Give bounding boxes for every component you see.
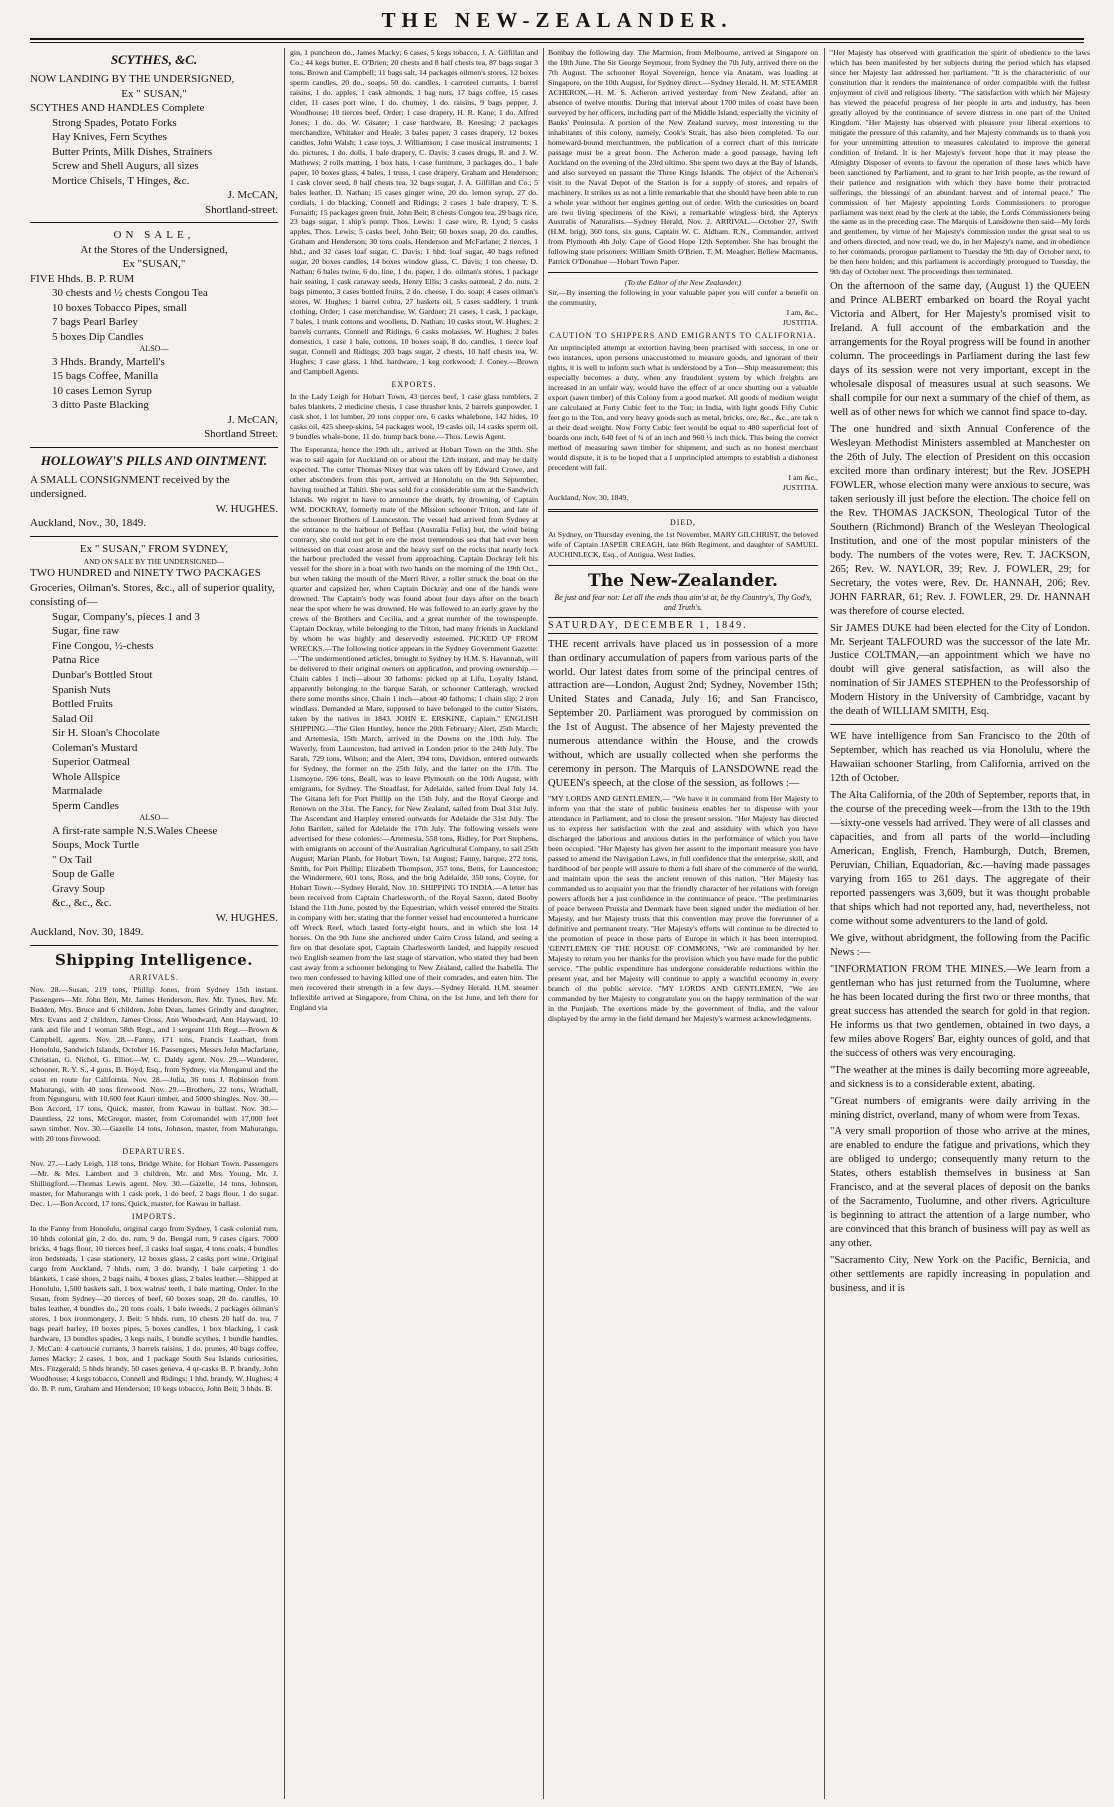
article-paragraph: "Great numbers of emigrants were daily arriving in the mining district, overland, many of whom were from Texas. bbox=[830, 1095, 1090, 1121]
departures-heading: DEPARTURES. bbox=[122, 1147, 186, 1157]
paper-title: The New-Zealander. bbox=[588, 570, 778, 591]
ad-line: NOW LANDING BY THE UNDERSIGNED, bbox=[30, 73, 235, 85]
article-paragraph: WE have intelligence from San Francisco to the 20th of September, which has reached us via Honolulu, where the Hawaiian schooner Starling, from California, arrived on the 12th of October. bbox=[830, 731, 1090, 785]
imports-continued: gin, 1 puncheon do., James Macky; 6 cases, 5 kegs tobacco, J. A. Gilfillan and Co.; 44 kegs butter, E. O'Brien; 20 chests and 8 half chests tea, 87 bags sugar 3 tons, Brown and Campbell; 11 bags salt, 14 packages oilmen's stores, 12 boxes sperm candles, 20 do., soaps, 50 do. candles, 1 carroteel currants, 1 barrel raisins, 1 do. apples, 1 cask almonds, 1 bag nuts, 17 bags coffee, 15 cases cider, 11 cases port wine, 1 do. chutney, 1 do. raisins, 9 bags pepper, J. Woodhouse; 10 tierces beef, Order; 1 case drapery, H. R. Kane; 1 do. Alfred Jones; 1 do. do. W. Gisater; 1 case hardware, B. Keesing; 2 packages merchandize, Whitaker and Heale; 3 bales paper, 3 cases drapery, 12 boxes candles, John Walsh; 1 case toys, J. Williamson; 1 case musical instruments; 1 do. pictures, 1 do. dolls, 1 bale drapery, C. Davis; 3 cases drugs, R. and J. W. Mathews; 2 rolls matting, 1 box hats, 1 case furniture, 3 packages do., 1 bale paper, 10 boxes glass, 4 bales, 1 truss, 1 case drapery, Graham and Henderson; 1 cask clover seed, 8 half chests tea, 32 bags sugar, J. A. Gilfillan and Co.; 5 bales leather, D. Nathan; 15 cases ginger wine, 20 do. lemon syrup, 27 do. cordials, 1 do blacking, Connell and Ridings; 2 cases 1 bale drapery, T. S. Forsaith; 15 packages green fruit, John Beit; 8 chests Congou tea, 29 bags rice, 23 bags sugar, 1 ship's pump. Thos. Lewis: 1 case wire, R. Lynd; 5 casks apples, Thos. Lewis; 5 casks beef, John Beit; 60 boxes soap, 20 do. candles, Graham and Henderson; 30 tons coals, Henderson and McFarlane; 2 tierces, 1 hhd., and 32 cases loaf sugar, C. Davis; 1 hhd. loaf sugar, 40 bags refined sugar, 20 boxes candles, 14 boxes window glass, C. Davis; 1 ton cheese, D. Nathan; 6 bales twine, 6 do. line, 1 do. paper, 1 do. oilman's stores, 1 package hair seating, 1 cask caraway seeds, Henry Ellis; 3 casks oatmeal, 2 do. nuts, 2 bags pimento, 3 cases bottled fruits, 2 do. cheese, 1 do. soap; 4 cases oilman's stores, W. Hughes; 1 barrel cobra, 27 baskets oil, 5 cases saddlery, 1 trunk clothing, Order; 1 case merchandise, W. Gardner; 21 cases, 1 cask, 1 package, 7 bales, 1 trunk cottons and woollens, D. Nathan; 10 casks stout, W. Hughes; 2 barrels currants, Connell and Ridings, 6 casks molasses, W. Hughes; 2 bales domestics, 1 case 1 bale, cottons, 10 boxes soap, 8 do. candles, 1 tierce loaf sugar, Connell and Ridings; 203 bags sugar, 2 chests, 10 half chests tea, W. Hughes; 1 case glass, 1 hhd. hardware, 1 keg corkwood; J. Coney.—Brown and Campbell Agents. bbox=[290, 48, 538, 376]
column-4 bbox=[830, 48, 1090, 1799]
shipping-heading: Shipping Intelligence. bbox=[54, 950, 254, 969]
ad-text: TWO HUNDRED and NINETY TWO PACKAGES Groceries, Oilman's. Stores, &c., all of superior quality, consisting of— bbox=[30, 567, 275, 609]
ad-line: Strong Spades, Potato Forks bbox=[52, 116, 177, 129]
ad-line: Superior Oatmeal bbox=[52, 756, 130, 769]
article-paragraph: "INFORMATION FROM THE MINES.—We learn from a gentleman who has just returned from the Tuolumne, where he has been located during the first two or three months, that great success has attended the search for gold in that region. He informs us that two gentlemen, obtained in two days, a few miles above Rogers' Bar, eighty ounces of gold, and that the success of others was very encouraging. bbox=[830, 963, 1090, 1059]
sale-ad bbox=[30, 228, 278, 442]
letter-signature: I am, &c., bbox=[786, 308, 818, 318]
ad-signature: J. McCAN, bbox=[227, 189, 278, 202]
ad-date: Auckland, Nov., 30, 1849. bbox=[30, 517, 146, 530]
article-paragraph: On the afternoon of the same day, (August 1) the QUEEN and Prince ALBERT embarked on board the Royal yacht Victoria and Albert, for Her Majesty's promised visit to Ireland. A full account of the embarkation and the arrangements for the Royal progress will be found in another column. The proceedings in Parliament during the last few days of its session were not very important, except in the wholesale disposal of measures usual at such seasons. We shall compile for our next a summary of the chief of them, as well as of other news for which we cannot find space to-day. bbox=[830, 281, 1090, 418]
separator bbox=[30, 536, 278, 537]
column-divider bbox=[824, 48, 825, 1799]
ad-line: Sperm Candles bbox=[52, 799, 119, 812]
died-heading: DIED, bbox=[669, 517, 697, 527]
ad-signature: W. HUGHES. bbox=[215, 911, 278, 924]
separator bbox=[548, 565, 818, 566]
ad-line: Whole Allspice bbox=[52, 770, 121, 783]
died-text: At Sydney, on Thursday evening, the 1st November, MARY GILCHRIST, the beloved wife of Captain JASPER CREAGH, late 86th Regiment, and daughter of SAMUEL AUCHINLECK, Esq., of Antigua, West Indies. bbox=[548, 529, 818, 559]
separator bbox=[30, 447, 278, 448]
masthead-rule bbox=[30, 38, 1084, 43]
ad-line: Coleman's Mustard bbox=[52, 741, 138, 754]
shipping-news: The Esperanza, hence the 19th ult., arrived at Hobart Town on the 30th. She was to sail again for Auckland on or about the 12th instant, and may be daily expected. The cutter Thomas Nixey that was taken off by Edward Crowe, and other absconders from this port, arrived at Honolulu on the 9th September, having touched at Tahiti. She was sold for a considerable sum at the Sandwich Islands. We regret to have to announce the death, by drowning, of Captain WM. DOCKRAY, formerly mate of the Mission schooner Triton, and late of the schooner Brothers of Launceston. The vessel had arrived from Sydney at the entrance to the harbour of Belfast (Australia Felix) but, the wind being contrary, she could not get in ere the most tremendous sea that had ever been witnessed on that coast arose and the heavy surf on the rocks that nearly lock the harbour precluded the vessel from approaching. Captain Dockray left his vessel for the shore in a boat with two hands on the morning of the 19th Oct., but when taking the mouth of the Merri River, a roller struck the boat on the quarter and capsized her, when Captain Dockray and one of the hands were drowned. The Captain's body was found about four days after on the beach near the spot where he was drowned. He was followed to an early grave by the crews of the Brothers and Cecilia, and a great number of the townspeople. Captain Dockray, while belonging to the Triton, had many friends in Auckland by whom he was highly and deservedly esteemed. PICKED UP FROM WRECKS.—The following notice appears in the Sydney Government Gazette:—"The undermentioned articles, brought to Sydney by H.M. S. Havannah, will be delivered to their original owners on application, and proving ownership.—Chain cables 1 inch—about 30 fathoms: picked up at Lifu, Loyalty Island, apparently belonging to the barque Sarah, or schooner Cattleragh, wrecked there some months since. Chain 1 inch—about 40 fathoms; 1 chain slip; 2 iron windlass. Demanded at Mare, supposed to have belonged to the cutter Sisters, taken by the natives in 1843. JOHN E. ERSKINE, Captain." ENGLISH SHIPPING.—The Glen Huntley, hence the 20th February; Alert, 25th March; and Artemesia, 15th March, arrived in the Downs on the 10th July. The Waverly, from Launceston, had arrived in London prior to the 24th July. The Sarah, 729 tons, Wilson; and the Alert, 394 tons, Davidson, entered outwards for Sydney, the former on the 25th July, and the latter on the 17th. The Lismoyne, 596 tons, Beall, was to leave Plymouth on the 10th August, with emigrants, for Sydney. The Steadfast, for Adelaide, sailed from Deal July 14. The Gitana left for Port Phillip on the 15th July, and the Royal George and Renown on the 31st. The Fancy, for New Zealand, sailed from Deal 31st July. The Ascendant and Harpley entered outwards for Adelaide the 31st July. The John Bartlett, sailed for Adelaide the 17th July. The following vessels were advertised for these colonies:—Artemesia, 558 tons, Ridley, for Port Stephens, with emigrants on account of the Australian Agricultural Company, to sail 25th August; Marian Planb, for Hobart Town, 1st August; Fanny, barque, 272 tons, Smith, for Port Phillip; Elizabeth Thompson, 357 tons, Betts, for Launceston; the Windermere, 601 tons, Ross, and the brig Adelaide, 350 tons, Coyne, for Hobart Town.—Sydney Herald, Nov. 10. SHIPPING TO INDIA.—A letter has been received from Captain Charlesworth, of the Royal Saxon, dated Booby Island the 11th June, posted by the Equestrian, which vessel entered the Straits in company with her, stating that the former vessel had encountered a hurricane off Wreck Reef, which lasted forty-eight hours, and in which she lost 14 horses. On the 9th June she anchored under Cairn Cross Island, and seeing a fire on that desolate spot, Captain Charlesworth landed, and happily rescued two English seamen from the last stage of starvation, who stated they had been cast away from a schooner belonging to New Zealand, called the Isabella. The two men confessed to having killed one of their comrades, and eaten him. The men recovered their strength in a few days.—Sydney Herald. H.M. steamer Inflexible arrived at Singapore, from China, on the 1st June, and left there for England via bbox=[290, 444, 538, 1013]
shipping-news-continued: Bombay the following day. The Marmion, from Melbourne, arrived at Singapore on the 18th June. The Sir George Seymour, from Sydney the 7th July, arrived there on the 7th August. The schooner Royal Sovereign, hence via Anatam, was loading at Singapore, on the 10th August, for Sydney direct.—Sydney Herald. H. M. STEAMER ACHERON.—H. M. S. Acheron arrived yesterday from New Zealand, after an absence of twelve months. During that interval about 1700 miles of coast have been surveyed by her officers, including part of the Middle Island, especially the vicinity of Banks' Peninsula. A portion of the New Zealand survey, most interesting to the inhabitants of this colony, namely, Cook's Strait, has also been completed. To our homeward-bound merchantmen, the publication of a correct chart of this intricate passage must be a great boon. The Acheron made a good passage, having left Auckland on the evening of the 23rd ultimo. She spent two days at the Bay of Islands, and also surveyed en passant the Three Kings Islands. The object of the Acheron's visit to the Naval Depot of the Station is for a supply of stores, and repairs of machinery. It strikes us as not a little remarkable that she should have been able to run a whole year without her engines getting out of order. With the curiosities on board are two living specimens of the Kiwi, a remarkable wingless bird, the Apteryx Australis of Naturalists.—Sydney Herald, Nov. 2. ARRIVAL.—October 27, Swift (H.M. brig), 360 tons, six guns, Captain W. C. Aldham. R.N., Commander, arrived from Plymouth 4th July, Cape of Good Hope 12th September. She has brought the following state prisoners: William Smith O'Brien, T. M. Meagher, Bellew Macmanus, Patrick O'Donahue —Hobart Town Paper. bbox=[548, 48, 818, 267]
caution-heading: CAUTION TO SHIPPERS AND EMIGRANTS TO CALIFORNIA. bbox=[549, 331, 817, 341]
letter-heading: (To the Editor of the New Zealander.) bbox=[624, 278, 742, 288]
dateline: SATURDAY, DECEMBER 1, 1849. bbox=[548, 617, 818, 634]
ad-line: A first-rate sample N.S.Wales Cheese bbox=[52, 824, 218, 837]
ad-date: Auckland, Nov. 30, 1849. bbox=[30, 926, 144, 939]
article-paragraph: Sir JAMES DUKE had been elected for the City of London. Mr. Serjeant TALFOURD was the successor of the late Mr. Justice COLTMAN,—an appointment which we have no doubt will give general satisfaction, as will also the nomination of Sir JAMES STEPHEN to the Professorship of Modern History in the University of Cambridge, vacant by the death of WILLIAM SMITH, Esq. bbox=[830, 622, 1090, 718]
ad-signature: J. McCAN, bbox=[227, 413, 278, 426]
ad-line: Hay Knives, Fern Scythes bbox=[52, 131, 167, 144]
ad-line: Dunbar's Bottled Stout bbox=[52, 669, 153, 681]
ad-line: 15 bags Coffee, Manilla bbox=[52, 370, 159, 383]
queens-speech: "MY LORDS AND GENTLEMEN,— "We have it in command from Her Majesty to inform you that the state of public business enables her to dispense with your attendance in Parliament, and to close the present session. "Her Majesty has directed us to express her satisfaction with the zeal and assiduity with which you have discharged the laborious and anxious duties in the performance of which you have been occupied. "Her Majesty has given her assent to the important measure you have passed to amend the Navigation Laws, in full confidence that the enterprise, skill, and hardihood of her people will assure to them a full share of the commerce of the world, and maintain upon the seas the ancient renown of this nation. "Her Majesty has commanded us to acquaint you that the friendly character of her relations with foreign powers affords her a just confidence in the continuance of peace. "The preliminaries of peace between Prussia and Denmark have been signed under the mediation of her Majesty, and her Majesty trusts that this convention may prove the forerunner of a definitive and permanent treaty. "Her Majesty's efforts will continue to be directed to the promotion of peace in those parts of Europe in which it has been interrupted. 'GENTLEMEN OF THE HOUSE OF COMMONS, "We are commanded by her Majesty to return you her thanks for the provision which you have made for the public service. "The public expenditure has undergone considerable reductions within the present year, and her Majesty will continue to apply a watchful economy in every branch of the public service. "MY LORDS AND GENTLEMEN, "We are commanded by her Majesty to congratulate you on the happy termination of the war in the Punjaub. The exertions made by the government of India, and the valour displayed by the army in the field demand her Majesty's warmest acknowledgments. bbox=[548, 794, 818, 1023]
ad-line: 7 bags Pearl Barley bbox=[52, 316, 138, 329]
departures-text: Nov. 27.—Lady Leigh, 118 tons, Bridge White, for Hobart Town. Passengers—Mr. & Mrs. Lambert and 3 children, Mr. and Mrs. Young, Mr. J. Shillingford.—Thomas Lewis agent. Nov. 30.—Gazelle, 14 tons, Johnson, master, for Mahurangu with 1 cask pork, 1 do beef, 2 bags flour, 1 do sugar. Dec. 1.—Bon Accord, 17 tons, Quick, master, for Kawau in ballast. bbox=[30, 1159, 278, 1209]
ad-line: 3 ditto Paste Blacking bbox=[52, 399, 149, 412]
ad-heading: Ex " SUSAN," FROM SYDNEY, bbox=[79, 542, 229, 555]
ad-line: Sugar, fine raw bbox=[52, 625, 120, 638]
queens-speech-continued: "Her Majesty has observed with gratification the spirit of obedience to the laws which has been manifested by her subjects during the period which has elapsed since her Majesty last addressed her parliament. "It is the characteristic of our constitution that it renders the maintenance of order compatible with the fullest enjoyment of civil and religious liberty. "The satisfaction with which her Majesty has viewed the peaceful progress of her people in arts and industry, has been greatly alloyed by the continuance of severe distress in one part of the United Kingdom. "Her Majesty has observed with pleasure your liberal exertions to mitigate the pressure of this calamity, and her Majesty commands us to thank you for your unremitting attention to measures calculated to improve the general condition of Ireland. It is her Majesty's fervent hope that it may please the Almighty Disposer of events to favour the operation of those laws which have been sanctioned by Parliament, and to grant to her Irish people, as the reward of their patience and resignation with which they have borne their protracted sufferings, the blessings of an abundant harvest and of internal peace." The commission of her Majesty appointing Lords Commissioners to prorogue parliament was next read by the clerk at the table, the Lords Commissioners being the same as in the preceding case. The Marquis of Lansdowne then said—My lords and gentlemen, by virtue of her Majesty's commission under the great seal to us and others directed, and now read, we do, in her Majesty's name, and in obedience to her commands, prorogue parliament to Tuesday the 9th day of October next, to be then here holden; and this parliament is accordingly prorogued to Tuesday, the 9th day of October next. The proceedings then terminated. bbox=[830, 48, 1090, 277]
article-paragraph: The one hundred and sixth Annual Conference of the Wesleyan Methodist Ministers assembled at Manchester on the 26th of July. The election of President on this occasion excited more than ordinary interest; but the Rev. JOSEPH FOWLER, whose election many were anxious to secure, was taken seriously ill just before the election. The choice fell on the Rev. THOMAS JACKSON, Theological Tutor of the Southern (Richmond) Branch of the Wesleyan Theological Institution, and one of the most popular ministers of the body. The numbers of the votes were, Rev. T. JACKSON, 265; Rev. W. NAYLOR, 39; Rev. J. FOWLER, 29; for Secretary, the votes were, Rev. Dr. HANNAH, 206; Rev. JOHN FARRAR, 61; Rev. J. FOWLER, 29. Dr. HANNAH was therefore of course elected. bbox=[830, 423, 1090, 617]
ad-line: 5 boxes Dip Candles bbox=[52, 330, 144, 343]
ad-address: Shortland-street. bbox=[204, 203, 278, 216]
ad-line: 10 boxes Tobacco Pipes, small bbox=[52, 301, 187, 314]
caution-signature: I am &c., bbox=[788, 472, 818, 482]
article-paragraph: "A very small proportion of those who arrive at the mines, are enabled to endure the fatigue and privations, which they are obliged to undergo; consequently many return to the States, others establish themselves in business at San Francisco, and at the several places of deposit on the banks of the Sacramento, Tuolumne, and other rivers. Agriculture is beginning to attract the attention of a large number, who are convinced that this branch of business will pay as well as any other. bbox=[830, 1126, 1090, 1250]
ad-text: A SMALL CONSIGNMENT received by the undersigned. bbox=[30, 473, 230, 501]
separator bbox=[30, 945, 278, 946]
ad-line: At the Stores of the Undersigned, bbox=[80, 243, 228, 256]
sale-heading: ON SALE, bbox=[113, 229, 195, 242]
ad-line: Spanish Nuts bbox=[52, 683, 111, 696]
ad-line: Soups, Mock Turtle bbox=[52, 839, 140, 852]
column-3 bbox=[548, 48, 818, 1799]
article-paragraph: "The weather at the mines is daily becoming more agreeable, and sickness is to a considerable extent, abating. bbox=[830, 1064, 1090, 1090]
exports-heading: EXPORTS. bbox=[391, 379, 437, 389]
ad-subheading: AND ON SALE BY THE UNDERSIGNED— bbox=[83, 556, 225, 566]
separator bbox=[30, 222, 278, 223]
ad-line: ALSO— bbox=[139, 344, 169, 354]
ad-line: Ex "SUSAN," bbox=[122, 258, 186, 271]
letter-intro: Sir,—By inserting the following in your valuable paper you will confer a benefit on the community, bbox=[548, 288, 818, 308]
scythes-heading: SCYTHES, &C. bbox=[110, 52, 198, 67]
ad-line: Mortice Chisels, T Hinges, &c. bbox=[52, 174, 190, 187]
column-1 bbox=[30, 48, 278, 1799]
ad-line: 30 chests and ½ chests Congou Tea bbox=[52, 287, 208, 300]
ad-line: Sir H. Sloan's Chocolate bbox=[52, 727, 160, 740]
ad-line: Gravy Soup bbox=[52, 882, 105, 895]
article-paragraph: The Alta California, of the 20th of September, reports that, in the course of the preceding week—from the 13th to the 19th—sixty-one vessels had arrived. They were of all classes and capacities, and from all parts of the world—including American, English, French, Hamburgh, Dutch, Bremen, Peruvian, Chilian, Equadorian, &c.—having made passages varying from 165 to 261 days. The aggregate of their reported passengers was 3,609, but it was thought probable that ships which had not reported any, had, nevertheless, not come without some adventurers to the land of gold. bbox=[830, 790, 1090, 927]
ad-line: FIVE Hhds. B. P. RUM bbox=[30, 272, 135, 285]
imports-text: In the Fanny from Honolulu, original cargo from Sydney, 1 cask colonial rum, 10 hhds colonial gin, 2 do. do. rum, 9 do. Bengal rum, 9 cases cigars. 7000 bricks, 4 bags flour, 10 tierces beef, 3 casks loaf sugar, 4 tons coals, 4 bundles iron bedsteads, 1 case stationery, 12 boxes glass, 2 casks port wine. Original cargo from Auckland, 7 hhds. rum, 3 do. brandy, 1 bale carpeting 1 do blankets, 1 case shoes, 2 bags nails, 4 boxes glass, 2 bales leather.—Shipped at Honolulu, 1,500 baskets salt, 1 box walrus' teeth, 1 bale matting, Order. In the Susan, from Sydney—20 tierces of beef, 60 boxes soap, 20 do. candles, 10 bales leather, 4 bundles do., 20 tons coals, 1 bale tweeds, 2 packages oilman's stores, 1 box ironmongery, J. Beit: 5 hhds. rum, 10 chests 20 half do. tea, 7 bags pearl barley, 10 boxes pipes, 5 boxes candles, 1 box blacking, 1 cask hardware, 13 bundles spades, 3 kegs nails, 1 bundle scythes, 1 bundle handles, J. McCan: 4 cartoucie currants, 3 barrels raisins, 1 do. prunes, 40 bags coffee, James Macky; 2 cases, 1 box, and 1 package South Sea Islands curiosities, Mrs. Fitzgerald; 5 hhds brandy, 50 cases geneva, 4 qr-casks B. P. brandy, John Woodhouse; 4 kegs tobacco, Connell and Ridings; 1 hhd. brandy, W. Hughes; 4 do. B. P. rum, Graham and Henderson; 10 kegs tobacco, John Beit; 3 hhds. B. bbox=[30, 1224, 278, 1393]
ad-address: Shortland Street. bbox=[204, 428, 278, 441]
paper-motto: Be just and fear not: Let all the ends thou aim'st at, be thy Country's, Thy God's, and Truth's. bbox=[554, 592, 812, 612]
holloway-heading: HOLLOWAY'S PILLS AND OINTMENT. bbox=[40, 452, 268, 468]
ad-line: Screw and Shell Augurs, all sizes bbox=[52, 160, 199, 173]
arrivals-heading: ARRIVALS. bbox=[129, 972, 179, 982]
ad-line: Sugar, Company's, pieces 1 and 3 bbox=[52, 610, 200, 623]
ad-line: Bottled Fruits bbox=[52, 698, 113, 711]
article-paragraph: We give, without abridgment, the following from the Pacific News :— bbox=[830, 932, 1090, 958]
caution-signature: JUSTITIA. bbox=[782, 482, 818, 492]
susan-ad bbox=[30, 542, 278, 940]
letter-signature: JUSTITIA. bbox=[782, 318, 818, 328]
imports-heading: IMPORTS. bbox=[131, 1212, 177, 1222]
column-divider bbox=[284, 48, 285, 1799]
ad-line: &c., &c., &c. bbox=[52, 897, 112, 910]
editorial-text: THE recent arrivals have placed us in possession of a more than ordinary accumulation of papers from various parts of the world. Our latest dates from some of the principal centres of attraction are—London, August 2nd; Sydney, November 15th; United States and Canada, July 16; and San Francisco, September 20. Parliament was prorogued by commission on the 1st of August. The absence of her Majesty prevented the numerous attendance within the House, and the crowds without, which are usually collected when she performs the ceremony in person. The Marquis of LANSDOWNE read the QUEEN's speech, at the close of the session, as follows :— bbox=[548, 638, 818, 790]
article-paragraph: "Sacramento City, New York on the Pacific, Bernicia, and other settlements are rapidly increasing in population and business, and it is bbox=[830, 1255, 1090, 1295]
scythes-ad bbox=[30, 72, 278, 217]
holloway-ad bbox=[30, 473, 278, 531]
ad-line: Butter Prints, Milk Dishes, Strainers bbox=[52, 145, 213, 158]
ad-signature: W. HUGHES. bbox=[215, 502, 278, 515]
separator bbox=[548, 272, 818, 273]
ad-line: SCYTHES AND HANDLES Complete bbox=[30, 102, 205, 115]
column-2 bbox=[290, 48, 538, 1799]
separator bbox=[830, 724, 1090, 725]
ad-line: 10 cases Lemon Syrup bbox=[52, 384, 152, 397]
ad-line: Marmalade bbox=[52, 785, 103, 798]
arrivals-text: Nov. 28.—Susan, 219 tons, Phillip Jones, from Sydney 15th instant. Passengers—Mr. John Beit, Mr. James Henderson, Rev. Mr. Tynes, Rev. Mr. Budden, Mrs. Bruce and 6 children, John Dean, James Grindly and daughter, Mrs. Evans and 2 children, James Cross, Ann Woodward, Ann Hayward, 10 rank and file and 1 woman 58th Regt., and 1 sergeant 11th Regt.—Brown & Campbell, agents. Nov. 28.—Fanny, 171 tons, Francis Leathart, from Honolulu, Sandwich Islands, October 16. Passengers, Messrs John Macfarlane, Christian, G. Nichol, G. Elliot.—W. C. Daldy agent. Nov. 29.—Wanderer, schooner, R. Y. S., 4 guns, B. Boyd, Esq., from Sydney, via Monganui and the coast en route for California. Nov. 28.—Julia, 36 tons J. Robinson from Mahurangi, with 40 tons firewood. Nov. 29.—Brothers, 22 tons, Wrathall, from Ngunguru, with 10,600 feet Kauri timber, and 5000 shingles. Nov. 30.—Bon Accord, 17 tons, Quick, master, from Kawau in ballast. Nov. 30.—Dauntless, 22 tons, McGregor, master, from Coromandel with 17,000 feet sawn timber. Nov. 30.—Gazelle 14 tons, Johnson, master, from Mahurangu, with 20 tons firewood. bbox=[30, 984, 278, 1144]
column-divider bbox=[543, 48, 544, 1799]
masthead: THE NEW-ZEALANDER. bbox=[381, 8, 733, 32]
exports-text: In the Lady Leigh for Hobart Town, 43 tierces beef, 1 case glass tumblers, 2 bales blankets, 2 medicine chests, 1 case thrasher knis, 2 barrels gunpowder, 1 cask shot, 1 lot lumber, 20 tons copper ore, 6 casks whalebone, 142 hides, 10 casks oil, 425 sheep-skins, 54 packages wool, 19 casks oil, 14 casks sperm oil, 9 bundles whale-bone, 11 do. hump back bone.—Thos. Lewis Agent. bbox=[290, 391, 538, 441]
ad-line: Salad Oil bbox=[52, 712, 94, 725]
ad-line: ALSO— bbox=[139, 813, 169, 823]
caution-date: Auckland, Nov. 30, 1849. bbox=[548, 492, 629, 502]
ad-line: Ex " SUSAN," bbox=[121, 87, 187, 100]
ad-line: 3 Hhds. Brandy, Martell's bbox=[52, 355, 165, 368]
ad-line: " Ox Tail bbox=[52, 853, 93, 866]
ad-line: Soup de Galle bbox=[52, 868, 115, 881]
ad-line: Fine Congou, ½-chests bbox=[52, 639, 154, 652]
ad-line: Patna Rice bbox=[52, 654, 100, 667]
caution-text: An unprincipled attempt at extortion having been practised with success, in one or two instances, upon persons unaccustomed to measure goods, and ignorant of their rights, it is well to inform such what is understood by a Ton—Ship measurement; this especially becomes a duty, when any fraudulent system by which freights are increased in an unfair way, would have the effect of at once shutting out a valuable export (sawn timber) of this Colony from a good market. All goods of medium weight are calculated at Forty Cubic feet to the Ton; in India, with light goods Fifty Cubic feet go to the Ton, and very heavy goods such as metal, bricks, ore, &c., &c., are tak n at their dead weight. Now Forty Cubic feet would be equal to 480 superficial feet of boards one inch, 640 feet of ¾ of an inch and 960 ½ inch thick. This being the correct method of measuring sawn timber for shipment, and such as no honest merchant would dispute, it is to be hoped that a I unprincipled attempts to establish a dishonest precedent will fail. bbox=[548, 343, 818, 472]
separator bbox=[548, 509, 818, 512]
